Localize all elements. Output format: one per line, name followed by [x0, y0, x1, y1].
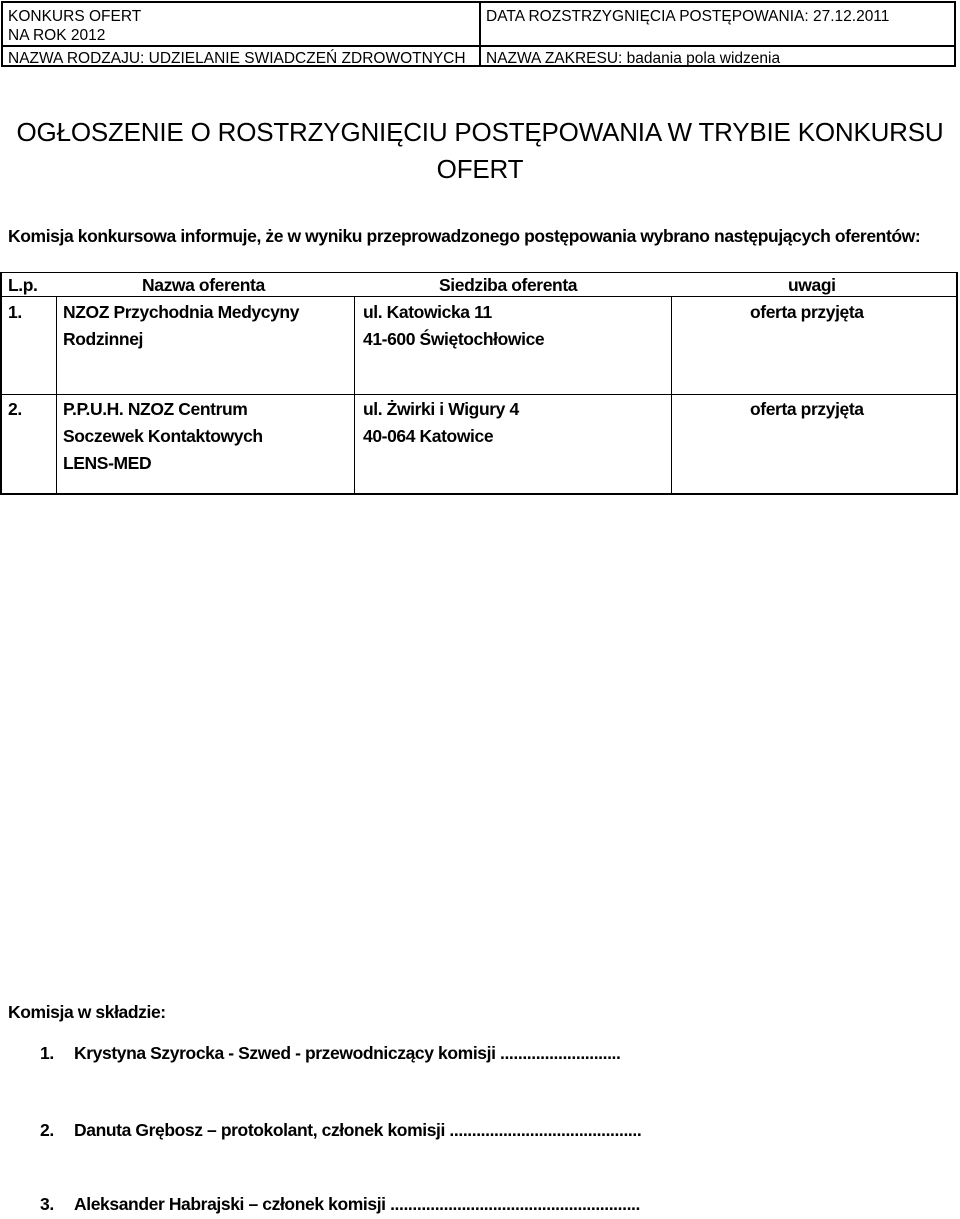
header-divider-vertical [479, 3, 481, 65]
member-2-number: 2. [40, 1120, 54, 1140]
table-border-right [956, 272, 958, 495]
member-1-text: Krystyna Szyrocka - Szwed - przewodniczący komisji ........................... [74, 1043, 621, 1063]
table-border-bottom [0, 493, 958, 495]
committee-member-2 [40, 1120, 641, 1141]
table-col-divider-3 [671, 296, 672, 495]
table-border-row1 [0, 394, 958, 395]
committee-label: Komisja w składzie: [8, 1002, 166, 1022]
row2-note: oferta przyjęta [750, 399, 864, 419]
row1-address-line2: 41-600 Świętochłowice [363, 329, 545, 349]
row2-name-line1: P.P.U.H. NZOZ Centrum [63, 399, 248, 419]
title-line-2: OFERT [436, 154, 524, 184]
committee-member-1 [40, 1043, 620, 1064]
header-divider-horizontal [3, 45, 954, 47]
service-scope: NAZWA ZAKRESU: badania pola widzenia [486, 50, 781, 67]
service-type: NAZWA RODZAJU: UDZIELANIE SWIADCZEŃ ZDROWOTNYCH [8, 50, 466, 67]
contest-label: KONKURS OFERT [8, 8, 142, 25]
header-seat: Siedziba oferenta [439, 275, 578, 295]
row2-name-line3: LENS-MED [63, 453, 152, 473]
row1-address-line1: ul. Katowicka 11 [363, 302, 492, 322]
row1-lp: 1. [8, 302, 22, 322]
member-3-number: 3. [40, 1194, 54, 1214]
table-border-left [0, 272, 2, 495]
table-col-divider-2 [354, 296, 355, 495]
row2-address-line1: ul. Żwirki i Wigury 4 [363, 399, 519, 419]
year-label: NA ROK 2012 [8, 27, 106, 44]
row2-name-line2: Soczewek Kontaktowych [63, 426, 263, 446]
row2-lp: 2. [8, 399, 22, 419]
header-notes: uwagi [788, 275, 836, 295]
row1-name-line1: NZOZ Przychodnia Medycyny [63, 302, 300, 322]
table-col-divider-1 [56, 296, 57, 495]
row2-address-line2: 40-064 Katowice [363, 426, 494, 446]
offerors-table [0, 272, 958, 495]
header-box [1, 1, 956, 67]
page-title [0, 114, 960, 188]
member-2-text: Danuta Grębosz – protokolant, członek komisji ........................................... [74, 1120, 642, 1140]
committee-member-3 [40, 1194, 640, 1215]
member-3-text: Aleksander Habrajski – członek komisji ........................................................ [74, 1194, 640, 1214]
member-1-number: 1. [40, 1043, 54, 1063]
title-line-1: OGŁOSZENIE O ROSTRZYGNIĘCIU POSTĘPOWANIA W TRYBIE KONKURSU [16, 117, 944, 147]
row1-name-line2: Rodzinnej [63, 329, 144, 349]
row1-note: oferta przyjęta [750, 302, 864, 322]
header-name: Nazwa oferenta [142, 275, 265, 295]
intro-text: Komisja konkursowa informuje, że w wyniku przeprowadzonego postępowania wybrano następujących oferentów: [8, 226, 921, 246]
header-lp: L.p. [8, 275, 38, 295]
decision-date: DATA ROZSTRZYGNIĘCIA POSTĘPOWANIA: 27.12.2011 [486, 8, 890, 25]
